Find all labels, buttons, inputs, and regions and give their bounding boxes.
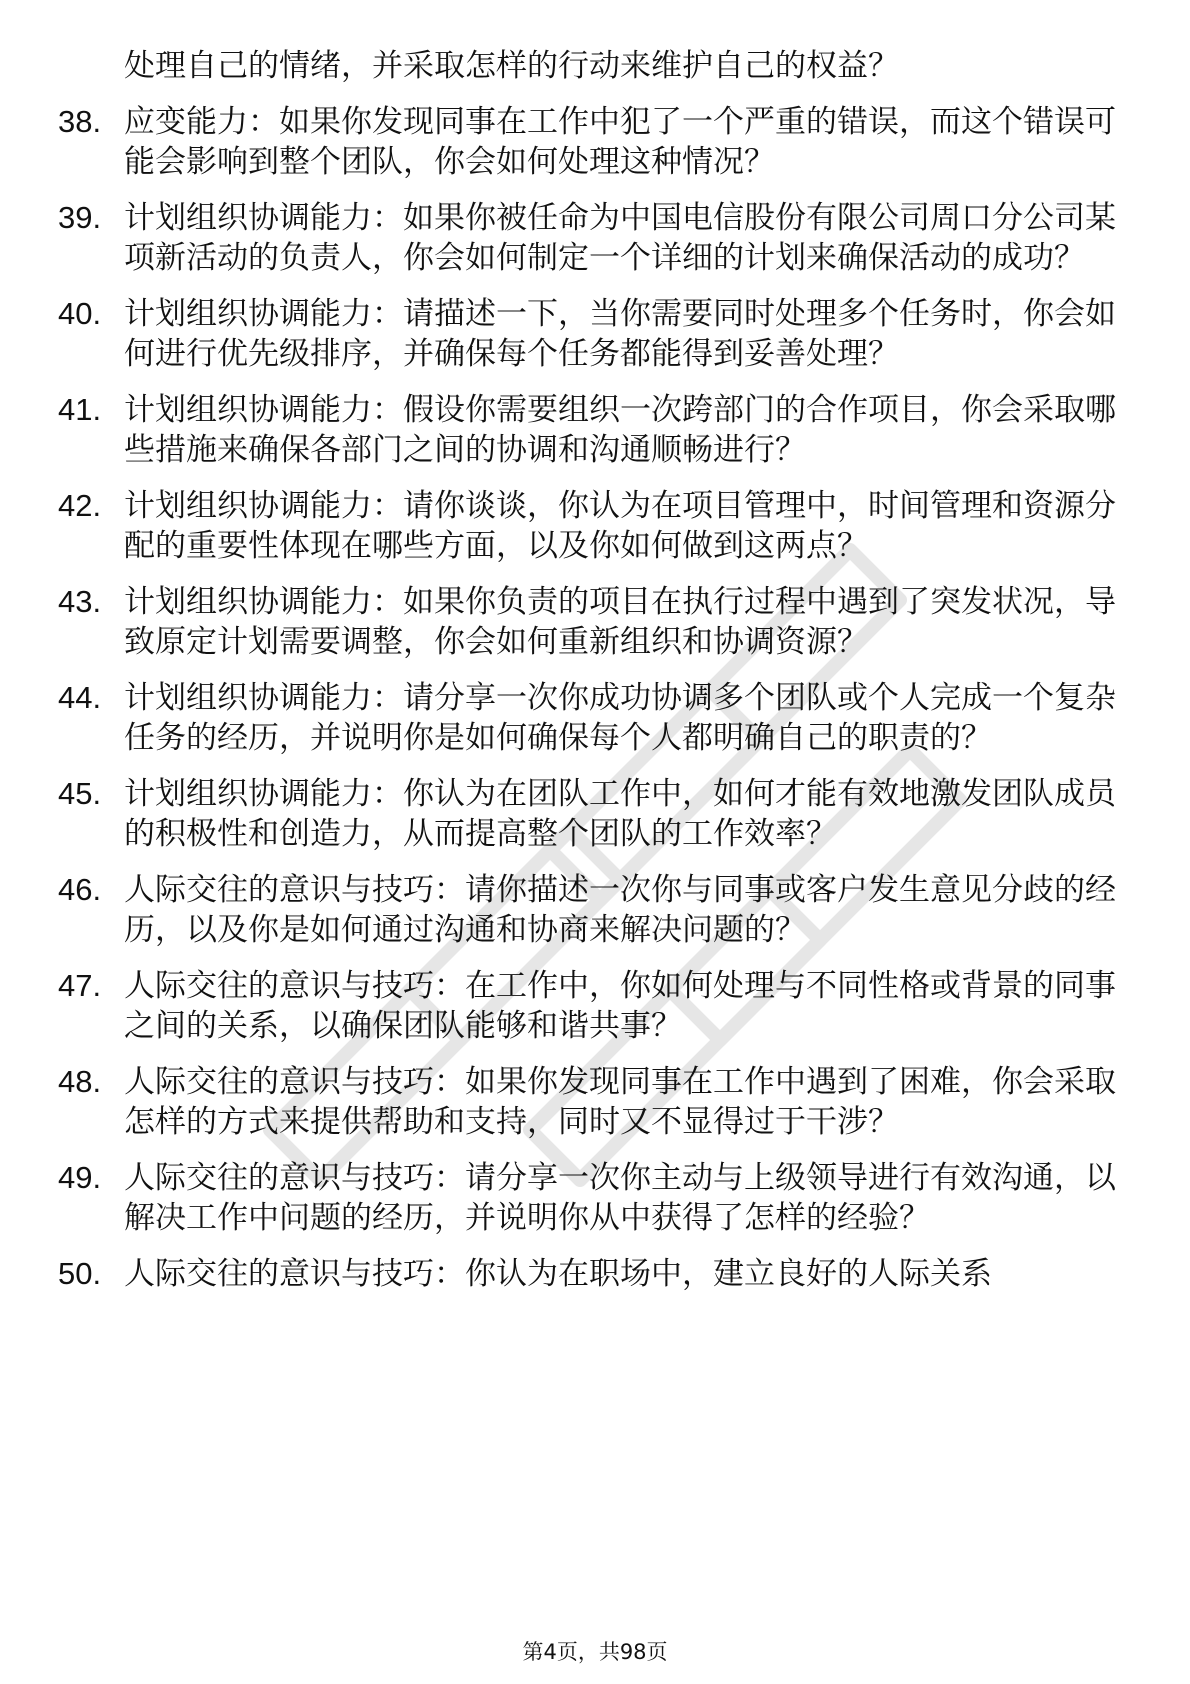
item-text: 人际交往的意识与技巧：在工作中，你如何处理与不同性格或背景的同事之间的关系，以确保团队能够和谐共事？ (124, 968, 1116, 1044)
list-item (58, 390, 1138, 470)
item-text: 计划组织协调能力：假设你需要组织一次跨部门的合作项目，你会采取哪些措施来确保各部门之间的协调和沟通顺畅进行？ (124, 392, 1116, 468)
item-text: 计划组织协调能力：请你谈谈，你认为在项目管理中，时间管理和资源分配的重要性体现在哪些方面，以及你如何做到这两点？ (124, 488, 1116, 564)
item-text: 人际交往的意识与技巧：请你描述一次你与同事或客户发生意见分歧的经历，以及你是如何通过沟通和协商来解决问题的？ (124, 872, 1116, 948)
question-list (58, 46, 1138, 1310)
item-text: 计划组织协调能力：你认为在团队工作中，如何才能有效地激发团队成员的积极性和创造力，从而提高整个团队的工作效率？ (124, 776, 1116, 852)
item-number: 45. (58, 776, 102, 811)
page-footer: 第4页，共98页 (522, 1640, 668, 1664)
item-text: 人际交往的意识与技巧：你认为在职场中，建立良好的人际关系 (124, 1256, 992, 1292)
list-item (58, 870, 1138, 950)
list-item (58, 1062, 1138, 1142)
item-number: 47. (58, 968, 102, 1003)
item-number: 44. (58, 680, 102, 715)
list-item (58, 294, 1138, 374)
item-text: 应变能力：如果你发现同事在工作中犯了一个严重的错误，而这个错误可能会影响到整个团队，你会如何处理这种情况？ (124, 104, 1116, 180)
item-number: 46. (58, 872, 102, 907)
list-item (58, 102, 1138, 182)
item-number: 39. (58, 200, 102, 235)
item-number: 48. (58, 1064, 102, 1099)
item-text: 计划组织协调能力：如果你被任命为中国电信股份有限公司周口分公司某项新活动的负责人，你会如何制定一个详细的计划来确保活动的成功？ (124, 200, 1116, 276)
item-number: 43. (58, 584, 102, 619)
item-text: 计划组织协调能力：请描述一下，当你需要同时处理多个任务时，你会如何进行优先级排序，并确保每个任务都能得到妥善处理？ (124, 296, 1116, 372)
item-number: 38. (58, 104, 102, 139)
item-text: 计划组织协调能力：请分享一次你成功协调多个团队或个人完成一个复杂任务的经历，并说明你是如何确保每个人都明确自己的职责的？ (124, 680, 1116, 756)
list-item (58, 678, 1138, 758)
list-item (58, 966, 1138, 1046)
continuation-text: 处理自己的情绪，并采取怎样的行动来维护自己的权益？ (124, 48, 899, 84)
item-text: 人际交往的意识与技巧：请分享一次你主动与上级领导进行有效沟通，以解决工作中问题的经历，并说明你从中获得了怎样的经验？ (124, 1160, 1116, 1236)
list-item (58, 486, 1138, 566)
item-number: 50. (58, 1256, 102, 1291)
item-number: 40. (58, 296, 102, 331)
item-number: 42. (58, 488, 102, 523)
list-item (58, 582, 1138, 662)
list-item (58, 198, 1138, 278)
list-item (58, 1254, 1138, 1294)
list-item (58, 774, 1138, 854)
item-text: 计划组织协调能力：如果你负责的项目在执行过程中遇到了突发状况，导致原定计划需要调整，你会如何重新组织和协调资源？ (124, 584, 1116, 660)
item-number: 49. (58, 1160, 102, 1195)
list-item (58, 1158, 1138, 1238)
item-number: 41. (58, 392, 102, 427)
item-text: 人际交往的意识与技巧：如果你发现同事在工作中遇到了困难，你会采取怎样的方式来提供帮助和支持，同时又不显得过于干涉？ (124, 1064, 1116, 1140)
